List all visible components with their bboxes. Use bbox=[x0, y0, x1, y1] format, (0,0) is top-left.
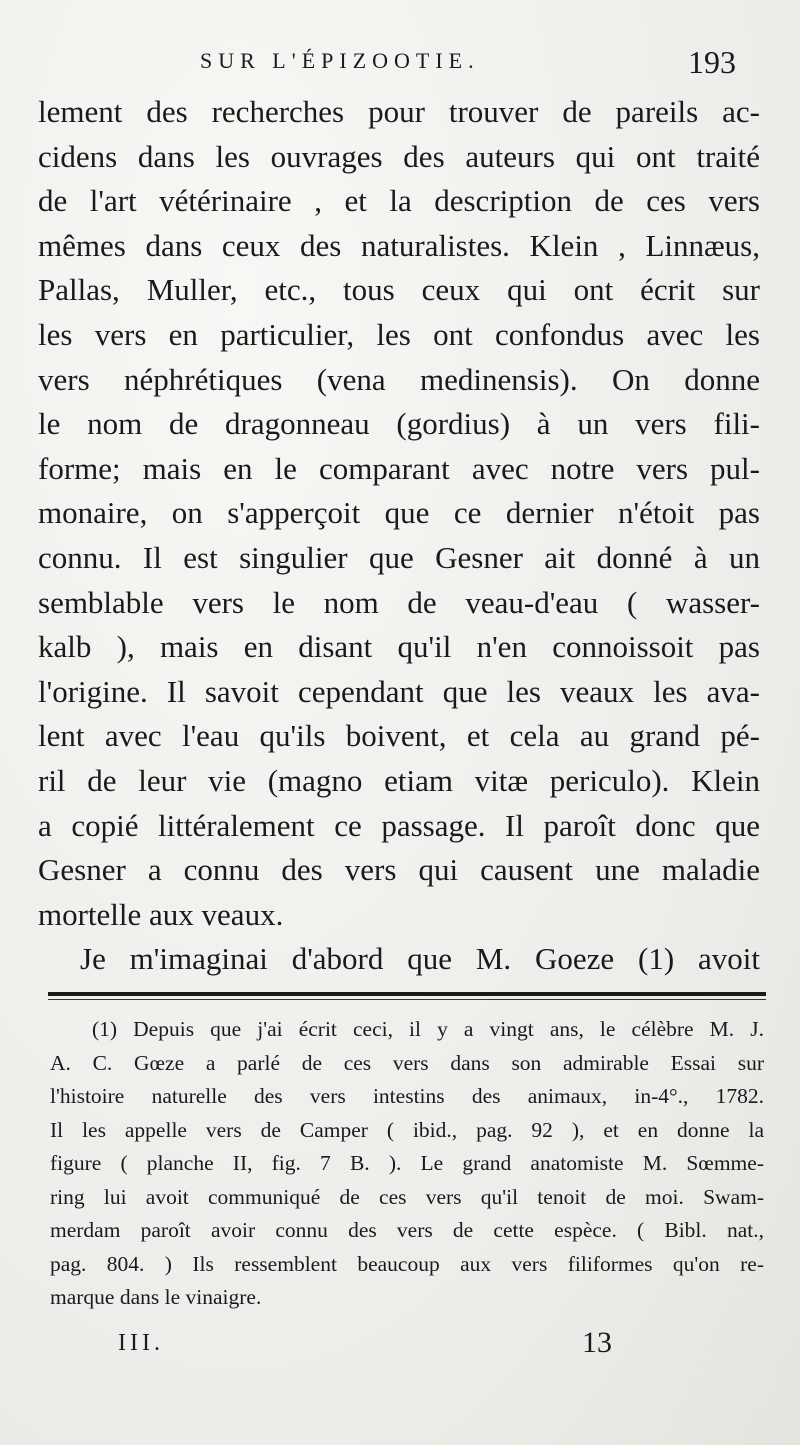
footnote-line: (1) Depuis que j'ai écrit ceci, il y a vingt ans, le célèbre M. J. bbox=[92, 1017, 764, 1041]
text-line: forme; mais en le comparant avec notre vers pul- bbox=[38, 450, 760, 486]
footnote-line: A. C. Gœze a parlé de ces vers dans son admirable Essai sur bbox=[50, 1050, 764, 1075]
footnote-line: l'histoire naturelle des vers intestins des animaux, in-4°., 1782. bbox=[50, 1084, 764, 1108]
footnote-line: Il les appelle vers de Camper ( ibid., pag. 92 ), et en donne la bbox=[50, 1117, 764, 1142]
text-line: Pallas, Muller, etc., tous ceux qui ont écrit sur bbox=[38, 272, 760, 308]
main-text bbox=[38, 90, 760, 982]
footnote-line: merdam paroît avoir connu des vers de cette espèce. ( Bibl. nat., bbox=[50, 1218, 764, 1242]
footnote-line: marque dans le vinaigre. bbox=[50, 1285, 262, 1309]
running-title: SUR L'ÉPIZOOTIE. bbox=[200, 48, 480, 73]
text-line: kalb ), mais en disant qu'il n'en connoissoit pas bbox=[38, 629, 760, 665]
text-line: mortelle aux veaux. bbox=[38, 896, 284, 932]
text-line: cidens dans les ouvrages des auteurs qui ont traité bbox=[38, 138, 760, 174]
text-line: ril de leur vie (magno etiam vitæ periculo). Klein bbox=[38, 762, 760, 798]
text-line: mêmes dans ceux des naturalistes. Klein , Linnæus, bbox=[38, 227, 760, 263]
text-line: monaire, on s'apperçoit que ce dernier n'étoit pas bbox=[38, 495, 760, 531]
text-line: lent avec l'eau qu'ils boivent, et cela au grand pé- bbox=[38, 718, 760, 754]
text-line: les vers en particulier, les ont confondus avec les bbox=[38, 316, 760, 352]
footnote-line: figure ( planche II, fig. 7 B. ). Le grand anatomiste M. Sœmme- bbox=[50, 1151, 764, 1175]
footnote bbox=[50, 1013, 764, 1315]
text-line: vers néphrétiques (vena medinensis). On donne bbox=[38, 361, 760, 397]
text-line: semblable vers le nom de veau-d'eau ( wasser- bbox=[38, 584, 760, 620]
text-line: a copié littéralement ce passage. Il paroît donc que bbox=[38, 807, 760, 843]
signature-mark: III. bbox=[118, 1330, 164, 1356]
page-number: 193 bbox=[688, 44, 736, 80]
text-line: l'origine. Il savoit cependant que les veaux les ava- bbox=[38, 673, 760, 709]
footnote-rule bbox=[48, 992, 766, 996]
footnote-rule-thin bbox=[48, 999, 766, 1000]
text-line: le nom de dragonneau (gordius) à un vers fili- bbox=[38, 406, 760, 442]
footnote-line: pag. 804. ) Ils ressemblent beaucoup aux vers filiformes qu'on re- bbox=[50, 1251, 764, 1276]
text-line: Je m'imaginai d'abord que M. Goeze (1) avoit bbox=[80, 941, 760, 977]
text-line: Gesner a connu des vers qui causent une maladie bbox=[38, 852, 760, 888]
gathering-number: 13 bbox=[582, 1326, 612, 1359]
footnote-line: ring lui avoit communiqué de ces vers qu'il tenoit de moi. Swam- bbox=[50, 1184, 764, 1209]
text-line: lement des recherches pour trouver de pareils ac- bbox=[38, 94, 760, 129]
page-header bbox=[0, 44, 800, 84]
text-line: connu. Il est singulier que Gesner ait donné à un bbox=[38, 539, 760, 575]
text-line: de l'art vétérinaire , et la description de ces vers bbox=[38, 183, 760, 219]
